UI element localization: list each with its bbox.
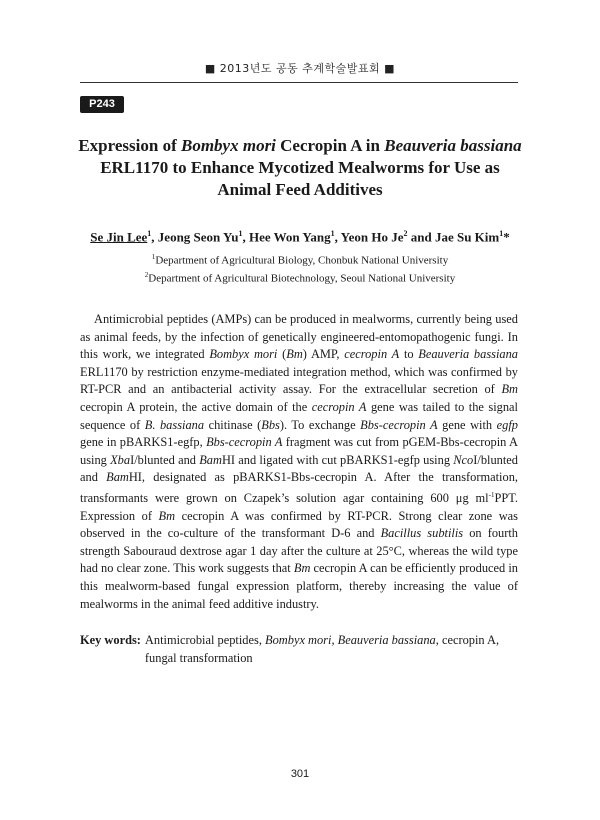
author-name: Se Jin Lee bbox=[90, 229, 148, 245]
affiliation-line: $^1$Department of Agricultural Biology, Chonbuk National University bbox=[151, 253, 449, 267]
page-number: 301 bbox=[290, 768, 310, 780]
author-affiliation-mark: 1 bbox=[238, 229, 243, 238]
header-divider bbox=[80, 82, 518, 83]
conference-header: ■ 2013년도 공동 추계학술발표회 ■ bbox=[204, 62, 396, 75]
title-line-3: Animal Feed Additives bbox=[217, 180, 383, 199]
author-list: Se Jin Lee$^1$, Jeong Seon Yu$^1$, Hee Won Yang$^1$, Yeon Ho Je$^2$ and Jae Su Kim$^1$* bbox=[90, 229, 510, 245]
corresponding-author-mark: * bbox=[503, 229, 510, 245]
author-affiliation-mark: 1 bbox=[499, 229, 504, 238]
paper-title bbox=[60, 135, 540, 201]
abstract-body: Antimicrobial peptides (AMPs) can be produced in mealworms, currently being used as animal feeds, by the infection of genetically engineered-entomopathogenic fungi. In this work, we integrated Bombyx mori (Bm) AMP, cecropin A to Beauveria bassiana ERL1170 by restriction enzyme-mediated integration method, which was confirmed by RT-PCR and an antibacterial activity assay. For the extracellular secretion of Bm cecropin A protein, the active domain of the cecropin A gene was tailed to the signal sequence of B. bassiana chitinase (Bbs). To exchange Bbs-cecropin A gene with egfp gene in pBARKS1-egfp, Bbs-cecropin A fragment was cut from pGEM-Bbs-cecropin A using XbaI/blunted and BamHI and ligated with cut pBARKS1-egfp using NcoI/blunted and BamHI, designated as pBARKS1-Bbs-cecropin A. After the transformation, transformants were grown on Czapek’s solution agar containing 600 μg $ml^{-1}PPT$. Expression of Bm cecropin A was confirmed by RT-PCR. Strong clear zone was observed in the co-culture of the transformant D-6 and Bacillus subtilis on fourth strength Sabouraud dextrose agar 1 day after the culture at 25°C, whereas the wild type had no clear zone. This work suggests that Bm cecropin A can be efficiently produced in this mealworm-based fungal expression platform, thereby increasing the value of mealworms in the animal feed additive industry. bbox=[80, 312, 519, 611]
keywords-section bbox=[80, 631, 518, 667]
author-name: Yeon Ho Je bbox=[340, 229, 404, 245]
keywords-label: Key words: bbox=[80, 633, 141, 647]
author-name: Hee Won Yang bbox=[248, 229, 331, 245]
author-affiliation-mark: 2 bbox=[403, 229, 408, 238]
poster-number-badge: P243 bbox=[80, 96, 124, 113]
author-affiliation-mark: 1 bbox=[147, 229, 152, 238]
author-name: Jae Su Kim bbox=[434, 229, 500, 245]
affiliations bbox=[40, 250, 560, 285]
author-name: Jeong Seon Yu bbox=[157, 229, 239, 245]
title-line-2: ERL1170 to Enhance Mycotized Mealworms for Use as bbox=[100, 158, 500, 177]
affiliation-line: $^2$Department of Agricultural Biotechnology, Seoul National University bbox=[144, 270, 456, 285]
keywords-list: Antimicrobial peptides, Bombyx mori, Beauveria bassiana, cecropin A, fungal transformation bbox=[144, 633, 500, 665]
title-line-1: Expression of Bombyx mori Cecropin A in Beauveria bassiana bbox=[78, 136, 522, 155]
author-affiliation-mark: 1 bbox=[330, 229, 335, 238]
